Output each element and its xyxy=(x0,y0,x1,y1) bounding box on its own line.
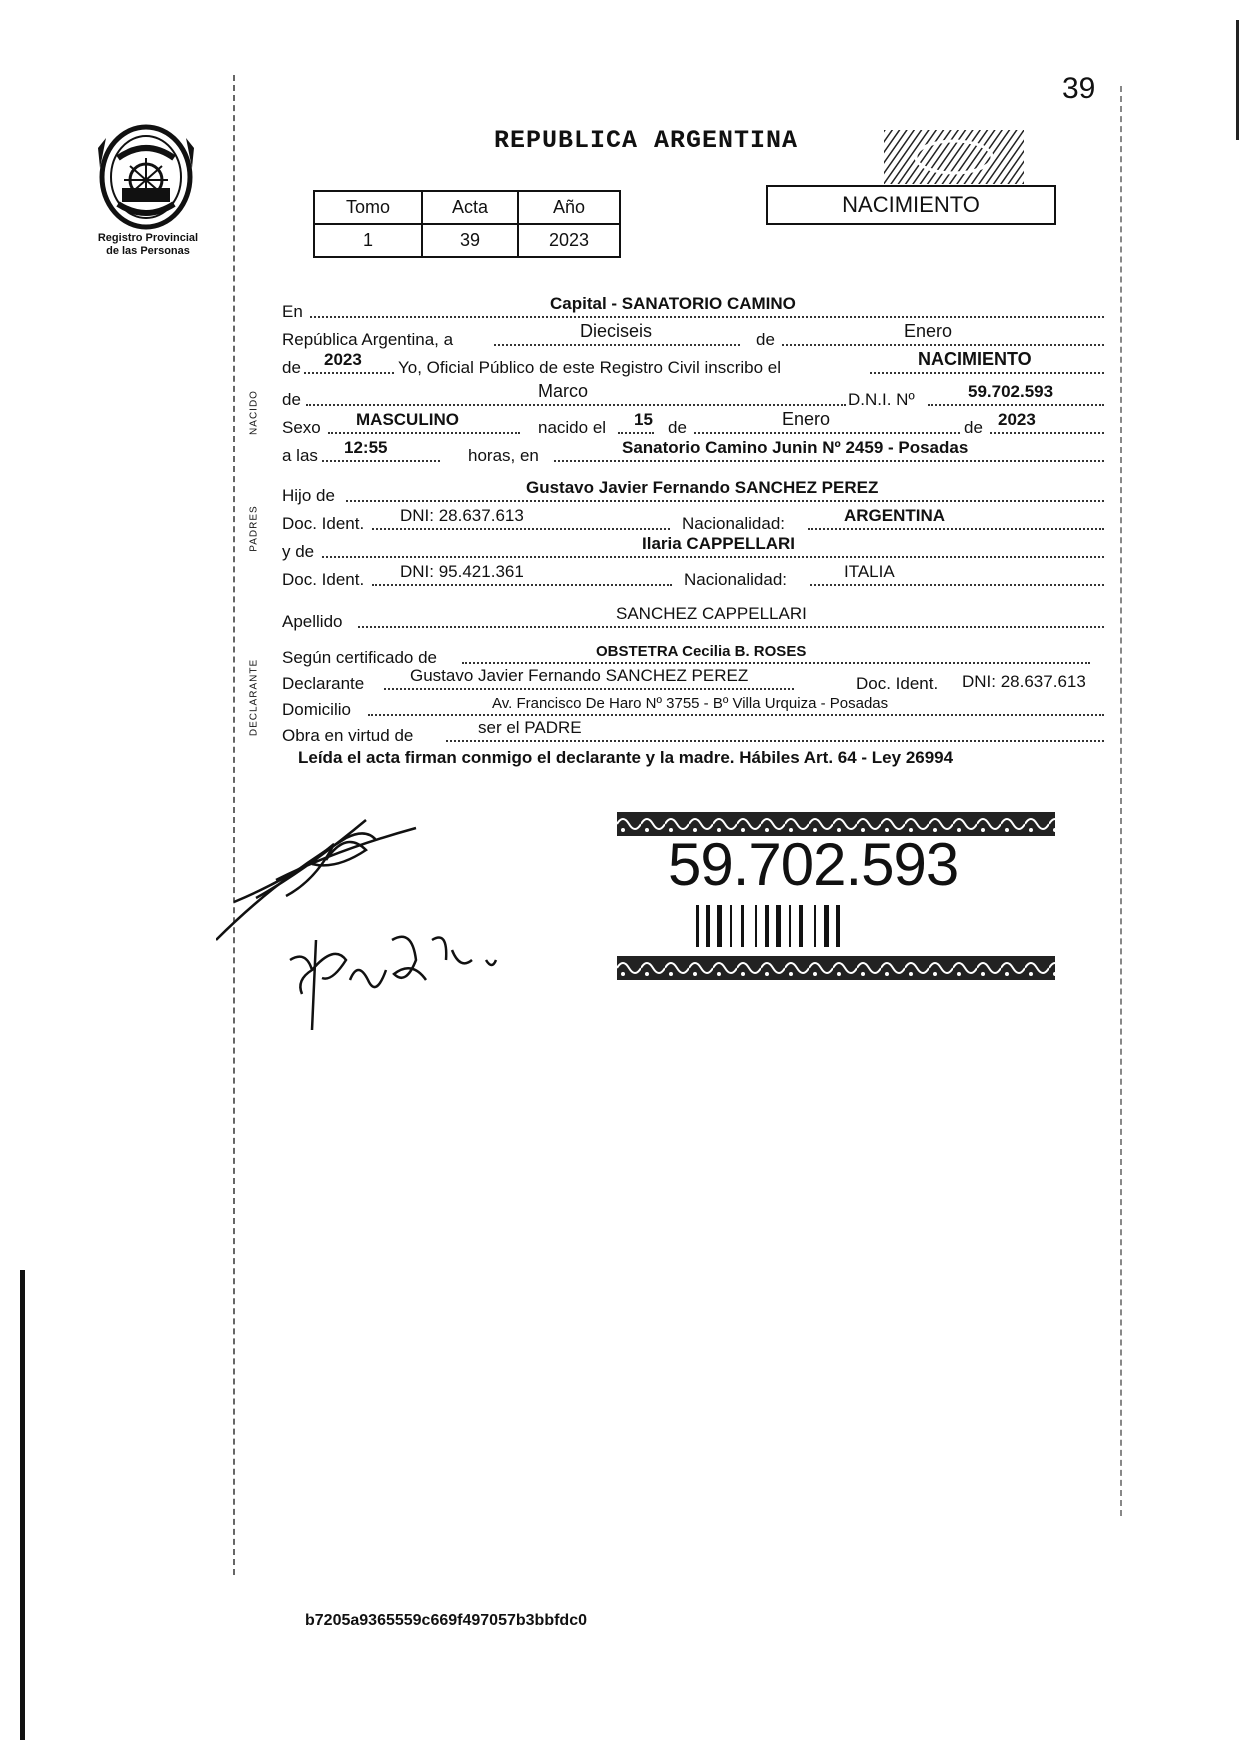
dotted-line xyxy=(446,740,1104,742)
dotted-line xyxy=(384,688,794,690)
label-nacionalidad-2: Nacionalidad: xyxy=(684,570,788,589)
value-mother-nationality: ITALIA xyxy=(844,562,895,581)
label-de-3: de xyxy=(282,390,301,409)
label-certificado: Según certificado de xyxy=(282,648,437,667)
dotted-line xyxy=(322,556,1104,558)
dotted-line xyxy=(782,344,1104,346)
handwritten-signatures xyxy=(216,810,516,1060)
row-mother xyxy=(282,534,1104,562)
dotted-line xyxy=(554,460,1104,462)
label-republica: República Argentina, a xyxy=(282,330,454,349)
value-surname: SANCHEZ CAPPELLARI xyxy=(616,604,807,623)
dotted-line xyxy=(618,432,654,434)
row-certifier xyxy=(282,640,1104,668)
label-declarante: Declarante xyxy=(282,674,365,693)
barcode-bar xyxy=(765,905,769,947)
label-dni: D.N.I. Nº xyxy=(848,390,915,409)
value-year: 2023 xyxy=(324,350,362,369)
label-de-2: de xyxy=(282,358,301,377)
dni-stamp-number: 59.702.593 xyxy=(668,831,959,898)
row-inscription xyxy=(282,350,1104,378)
label-hijo: Hijo de xyxy=(282,486,335,505)
value-sex: MASCULINO xyxy=(356,410,459,429)
label-de-5: de xyxy=(964,418,983,437)
header-anio: Año xyxy=(518,191,620,224)
value-birth-time: 12:55 xyxy=(344,438,388,457)
value-anio: 2023 xyxy=(518,224,620,257)
document-hash: b7205a9365559c669f497057b3bbfdc0 xyxy=(305,1612,587,1629)
dotted-line xyxy=(306,404,846,406)
row-mother-doc xyxy=(282,562,1104,590)
value-mother-doc: DNI: 95.421.361 xyxy=(400,562,524,581)
value-tomo: 1 xyxy=(314,224,422,257)
dotted-line xyxy=(346,500,1104,502)
value-father-doc: DNI: 28.637.613 xyxy=(400,506,524,525)
dotted-line xyxy=(494,344,740,346)
value-birth-year: 2023 xyxy=(998,410,1036,429)
label-sexo: Sexo xyxy=(282,418,321,437)
label-apellido: Apellido xyxy=(282,612,343,631)
row-capacity xyxy=(282,718,1104,746)
dotted-line xyxy=(810,584,1104,586)
value-address: Av. Francisco De Haro Nº 3755 - Bº Villa Urquiza - Posadas xyxy=(492,695,889,712)
dotted-line xyxy=(328,432,520,434)
section-label-padres: PADRES xyxy=(248,505,260,552)
barcode-bar xyxy=(755,905,757,947)
label-y-de: y de xyxy=(282,542,315,561)
label-nacionalidad: Nacionalidad: xyxy=(682,514,786,533)
value-dni: 59.702.593 xyxy=(968,382,1054,401)
section-label-nacido: NACIDO xyxy=(248,390,260,435)
dotted-line xyxy=(808,528,1104,530)
row-father-doc xyxy=(282,506,1104,534)
row-declarant xyxy=(282,666,1104,694)
document-title: REPUBLICA ARGENTINA xyxy=(494,126,799,155)
barcode-bar xyxy=(776,905,781,947)
row-place xyxy=(282,294,1104,322)
value-birth-month: Enero xyxy=(782,409,831,429)
label-nacido: nacido el xyxy=(538,418,607,437)
province-seal-logo xyxy=(88,118,204,236)
registry-line-2: de las Personas xyxy=(106,245,190,257)
dotted-line xyxy=(694,432,960,434)
label-doc-ident-3: Doc. Ident. xyxy=(856,674,939,693)
label-obra: Obra en virtud de xyxy=(282,726,414,745)
barcode-bar xyxy=(717,905,722,947)
value-birth-place: Sanatorio Camino Junin Nº 2459 - Posadas xyxy=(622,438,969,457)
dotted-line xyxy=(372,584,672,586)
value-day-words: Dieciseis xyxy=(580,321,653,341)
value-place: Capital - SANATORIO CAMINO xyxy=(550,294,796,313)
row-name xyxy=(282,382,1104,410)
header-acta: Acta xyxy=(422,191,518,224)
registry-name xyxy=(78,232,218,258)
label-inscribo: Yo, Oficial Público de este Registro Civil inscribo el xyxy=(398,358,781,377)
closing-statement: Leída el acta firman conmigo el declarante y la madre. Hábiles Art. 64 - Ley 26994 xyxy=(298,748,954,767)
dotted-line xyxy=(304,372,394,374)
record-type-box: NACIMIENTO xyxy=(766,185,1056,225)
value-father-nationality: ARGENTINA xyxy=(844,506,946,525)
dotted-line xyxy=(462,662,1090,664)
row-surname xyxy=(282,604,1104,632)
dotted-line xyxy=(322,460,440,462)
row-father xyxy=(282,478,1104,506)
dotted-line xyxy=(310,316,1104,318)
value-declarant: Gustavo Javier Fernando SANCHEZ PEREZ xyxy=(410,666,749,685)
value-month: Enero xyxy=(904,321,953,341)
value-act: NACIMIENTO xyxy=(918,349,1032,369)
barcode-bar xyxy=(799,905,803,947)
value-declarant-doc: DNI: 28.637.613 xyxy=(962,672,1086,691)
barcode-bar xyxy=(836,905,840,947)
label-domicilio: Domicilio xyxy=(282,700,351,719)
value-name: Marco xyxy=(538,381,589,401)
header-tomo: Tomo xyxy=(314,191,422,224)
label-horas: horas, en xyxy=(468,446,539,465)
value-birth-day: 15 xyxy=(634,410,653,429)
row-sex-birth xyxy=(282,410,1104,438)
dotted-line xyxy=(928,404,1104,406)
register-table xyxy=(313,190,621,258)
dotted-line xyxy=(368,714,1104,716)
dotted-line xyxy=(990,432,1104,434)
barcode-bar xyxy=(730,905,732,947)
dotted-line xyxy=(372,528,670,530)
barcode-bar xyxy=(696,905,699,947)
scan-edge-mark xyxy=(1236,20,1239,140)
row-date xyxy=(282,322,1104,350)
dotted-line xyxy=(870,372,1104,374)
barcode-bar xyxy=(741,905,744,947)
section-label-declarante: DECLARANTE xyxy=(248,658,260,737)
label-de-4: de xyxy=(668,418,687,437)
barcode-bar xyxy=(789,905,791,947)
value-father: Gustavo Javier Fernando SANCHEZ PEREZ xyxy=(526,478,879,497)
label-doc-ident: Doc. Ident. xyxy=(282,514,365,533)
registry-line-1: Registro Provincial xyxy=(97,232,199,244)
value-capacity: ser el PADRE xyxy=(478,718,582,737)
label-alas: a las xyxy=(282,446,318,465)
security-stamp xyxy=(884,130,1024,184)
scan-edge-bar xyxy=(20,1270,25,1740)
barcode-bar xyxy=(706,905,710,947)
label-doc-ident-2: Doc. Ident. xyxy=(282,570,365,589)
stamp-pattern-band-bottom xyxy=(617,956,1055,980)
value-acta: 39 xyxy=(422,224,518,257)
barcode-bar xyxy=(814,905,816,947)
row-address xyxy=(282,692,1104,720)
dotted-line xyxy=(358,626,1104,628)
label-de: de xyxy=(756,330,775,349)
barcode-image xyxy=(696,905,940,947)
value-certifier: OBSTETRA Cecilia B. ROSES xyxy=(596,643,807,660)
right-margin-line xyxy=(1120,86,1122,1516)
barcode-bar xyxy=(824,905,829,947)
page-number: 39 xyxy=(1062,72,1096,105)
row-time-place xyxy=(282,438,1104,466)
value-mother: Ilaria CAPPELLARI xyxy=(642,534,796,553)
label-en: En xyxy=(282,302,303,321)
